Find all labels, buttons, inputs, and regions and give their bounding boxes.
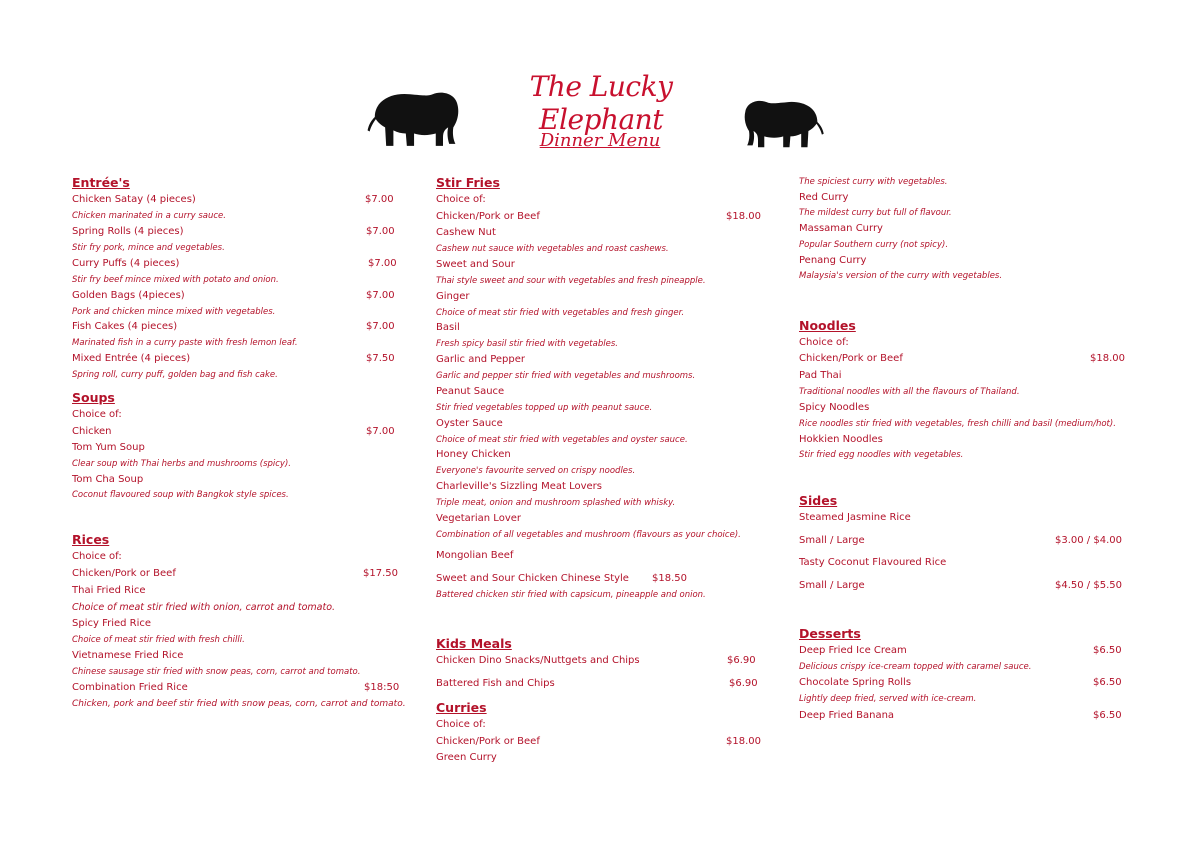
menu-item-description: Clear soup with Thai herbs and mushrooms (spicy). <box>72 459 291 469</box>
menu-item-name: Charleville's Sizzling Meat Lovers <box>436 481 602 492</box>
section-heading-rices: Rices <box>72 532 110 547</box>
menu-item-price: $6.90 <box>727 655 756 666</box>
menu-item-name: Basil <box>436 322 460 333</box>
menu-item-price: $7.50 <box>366 353 395 364</box>
menu-item-name: Red Curry <box>799 192 849 203</box>
menu-item-description: Lightly deep fried, served with ice-cream. <box>799 694 977 704</box>
menu-item-name: Tom Yum Soup <box>72 442 145 453</box>
section-heading-stir-fries: Stir Fries <box>436 175 500 190</box>
menu-item-name: Massaman Curry <box>799 223 883 234</box>
menu-item-name: Spicy Noodles <box>799 402 870 413</box>
menu-item-description: Pork and chicken mince mixed with vegetables. <box>72 307 276 317</box>
menu-item-price: $6.50 <box>1093 645 1122 656</box>
menu-item-name: Honey Chicken <box>436 449 511 460</box>
menu-item-name: Green Curry <box>436 752 497 763</box>
menu-item-name: Mixed Entrée (4 pieces) <box>72 353 191 364</box>
menu-item-description: Chicken marinated in a curry sauce. <box>72 211 226 221</box>
section-heading-sides: Sides <box>799 493 838 508</box>
menu-title: The Lucky Elephant <box>529 70 673 136</box>
section-heading-noodles: Noodles <box>799 318 856 333</box>
menu-item-price: $18.00 <box>726 736 761 747</box>
base-option: Chicken <box>72 426 112 437</box>
menu-item-price: $17.50 <box>363 568 398 579</box>
menu-item-name: Thai Fried Rice <box>72 585 146 596</box>
menu-item-description: Coconut flavoured soup with Bangkok style spices. <box>72 490 289 500</box>
menu-item-name: Curry Puffs (4 pieces) <box>72 258 180 269</box>
menu-item-name: Steamed Jasmine Rice <box>799 512 911 523</box>
menu-item-price: $18:50 <box>364 682 400 693</box>
base-option: Chicken/Pork or Beef <box>799 353 903 364</box>
menu-item-price: $18.00 <box>1090 353 1125 364</box>
menu-item-description: Stir fry pork, mince and vegetables. <box>72 243 225 253</box>
menu-item-name: Battered Fish and Chips <box>436 678 555 689</box>
section-heading-curries: Curries <box>436 700 487 715</box>
menu-item-description: Stir fried vegetables topped up with peanut sauce. <box>436 403 653 413</box>
menu-item-price: $7.00 <box>366 321 395 332</box>
menu-item-name: Fish Cakes (4 pieces) <box>72 321 178 332</box>
menu-item-description: Thai style sweet and sour with vegetables and fresh pineapple. <box>436 276 706 286</box>
menu-item-description: Chinese sausage stir fried with snow peas, corn, carrot and tomato. <box>72 667 361 677</box>
menu-item-description: The mildest curry but full of flavour. <box>799 208 952 218</box>
section-heading-desserts: Desserts <box>799 626 861 641</box>
menu-item-price: $18.50 <box>652 573 687 584</box>
menu-item-name: Sweet and Sour Chicken Chinese Style <box>436 573 629 584</box>
menu-item-description: Triple meat, onion and mushroom splashed with whisky. <box>436 498 676 508</box>
menu-item-name: Ginger <box>436 291 470 302</box>
section-heading-entrees: Entrée's <box>72 175 130 190</box>
menu-item-description: Stir fried egg noodles with vegetables. <box>799 450 964 460</box>
menu-item-description: Delicious crispy ice-cream topped with caramel sauce. <box>799 662 1032 672</box>
choice-label: Choice of: <box>72 409 122 420</box>
menu-item-description: Fresh spicy basil stir fried with vegetables. <box>436 339 618 349</box>
menu-item-name: Chicken Dino Snacks/Nuttgets and Chips <box>436 655 640 666</box>
choice-label: Choice of: <box>436 194 486 205</box>
menu-item-name: Vegetarian Lover <box>436 513 521 524</box>
base-option: Chicken/Pork or Beef <box>436 736 540 747</box>
menu-item-description: Choice of meat stir fried with fresh chilli. <box>72 635 245 645</box>
menu-item-price: $18.00 <box>726 211 761 222</box>
menu-item-name: Mongolian Beef <box>436 550 514 561</box>
menu-subtitle: Dinner Menu <box>539 130 661 151</box>
menu-item-name: Peanut Sauce <box>436 386 505 397</box>
choice-label: Choice of: <box>72 551 122 562</box>
menu-item-name: Tasty Coconut Flavoured Rice <box>799 557 947 568</box>
menu-item-price: $7.00 <box>368 258 397 269</box>
menu-item-name: Deep Fried Ice Cream <box>799 645 907 656</box>
menu-item-name: Tom Cha Soup <box>72 474 144 485</box>
menu-item-price: $7.00 <box>366 226 395 237</box>
menu-item-description: Garlic and pepper stir fried with vegetables and mushrooms. <box>436 371 696 381</box>
menu-item-name: Chicken Satay (4 pieces) <box>72 194 196 205</box>
choice-label: Choice of: <box>799 337 849 348</box>
menu-item-name: Cashew Nut <box>436 227 496 238</box>
menu-item-description: Choice of meat stir fried with vegetables and oyster sauce. <box>436 435 688 445</box>
menu-item-description: Chicken, pork and beef stir fried with snow peas, corn, carrot and tomato. <box>72 699 406 709</box>
menu-item-name: Garlic and Pepper <box>436 354 525 365</box>
menu-item-price: $7.00 <box>366 290 395 301</box>
menu-item-name: Combination Fried Rice <box>72 682 188 693</box>
menu-item-price: $3.00 / $4.00 <box>1055 535 1122 546</box>
menu-item-price: $6.50 <box>1093 677 1122 688</box>
menu-item-price: $6.50 <box>1093 710 1122 721</box>
section-heading-soups: Soups <box>72 390 115 405</box>
base-option: Chicken/Pork or Beef <box>72 568 176 579</box>
menu-item-description: Rice noodles stir fried with vegetables, fresh chilli and basil (medium/hot). <box>799 419 1116 429</box>
menu-item-name: Chocolate Spring Rolls <box>799 677 912 688</box>
choice-label: Choice of: <box>436 719 486 730</box>
menu-item-description: Cashew nut sauce with vegetables and roast cashews. <box>436 244 669 254</box>
menu-item-description: Everyone's favourite served on crispy noodles. <box>436 466 636 476</box>
menu-item-price: $7.00 <box>365 194 394 205</box>
elephant-right-icon <box>740 94 830 150</box>
base-option: Chicken/Pork or Beef <box>436 211 540 222</box>
menu-item-description: Spring roll, curry puff, golden bag and fish cake. <box>72 370 278 380</box>
menu-item-name: Hokkien Noodles <box>799 434 883 445</box>
menu-item-description: Battered chicken stir fried with capsicum, pineapple and onion. <box>436 590 706 600</box>
menu-item-name: Spring Rolls (4 pieces) <box>72 226 184 237</box>
menu-item-name: Oyster Sauce <box>436 418 503 429</box>
menu-item-description: Stir fry beef mince mixed with potato and onion. <box>72 275 279 285</box>
menu-item-price: $7.00 <box>366 426 395 437</box>
menu-item-description: Malaysia's version of the curry with vegetables. <box>799 271 1003 281</box>
menu-item-description: The spiciest curry with vegetables. <box>799 177 948 187</box>
elephant-left-icon <box>360 86 464 148</box>
menu-item-description: Combination of all vegetables and mushroom (flavours as your choice). <box>436 530 741 540</box>
menu-item-description: Popular Southern curry (not spicy). <box>799 240 949 250</box>
menu-item-name: Deep Fried Banana <box>799 710 895 721</box>
menu-item-price: $4.50 / $5.50 <box>1055 580 1122 591</box>
section-heading-kids-meals: Kids Meals <box>436 636 512 651</box>
size-options: Small / Large <box>799 535 865 546</box>
menu-item-name: Penang Curry <box>799 255 867 266</box>
menu-item-description: Marinated fish in a curry paste with fresh lemon leaf. <box>72 338 298 348</box>
menu-item-price: $6.90 <box>729 678 758 689</box>
menu-item-description: Choice of meat stir fried with onion, carrot and tomato. <box>72 602 336 613</box>
menu-item-name: Spicy Fried Rice <box>72 618 152 629</box>
menu-item-description: Traditional noodles with all the flavours of Thailand. <box>799 387 1020 397</box>
menu-item-name: Golden Bags (4pieces) <box>72 290 185 301</box>
size-options: Small / Large <box>799 580 865 591</box>
menu-item-name: Sweet and Sour <box>436 259 515 270</box>
menu-item-name: Vietnamese Fried Rice <box>72 650 184 661</box>
menu-item-description: Choice of meat stir fried with vegetables and fresh ginger. <box>436 308 685 318</box>
menu-item-name: Pad Thai <box>799 370 842 381</box>
